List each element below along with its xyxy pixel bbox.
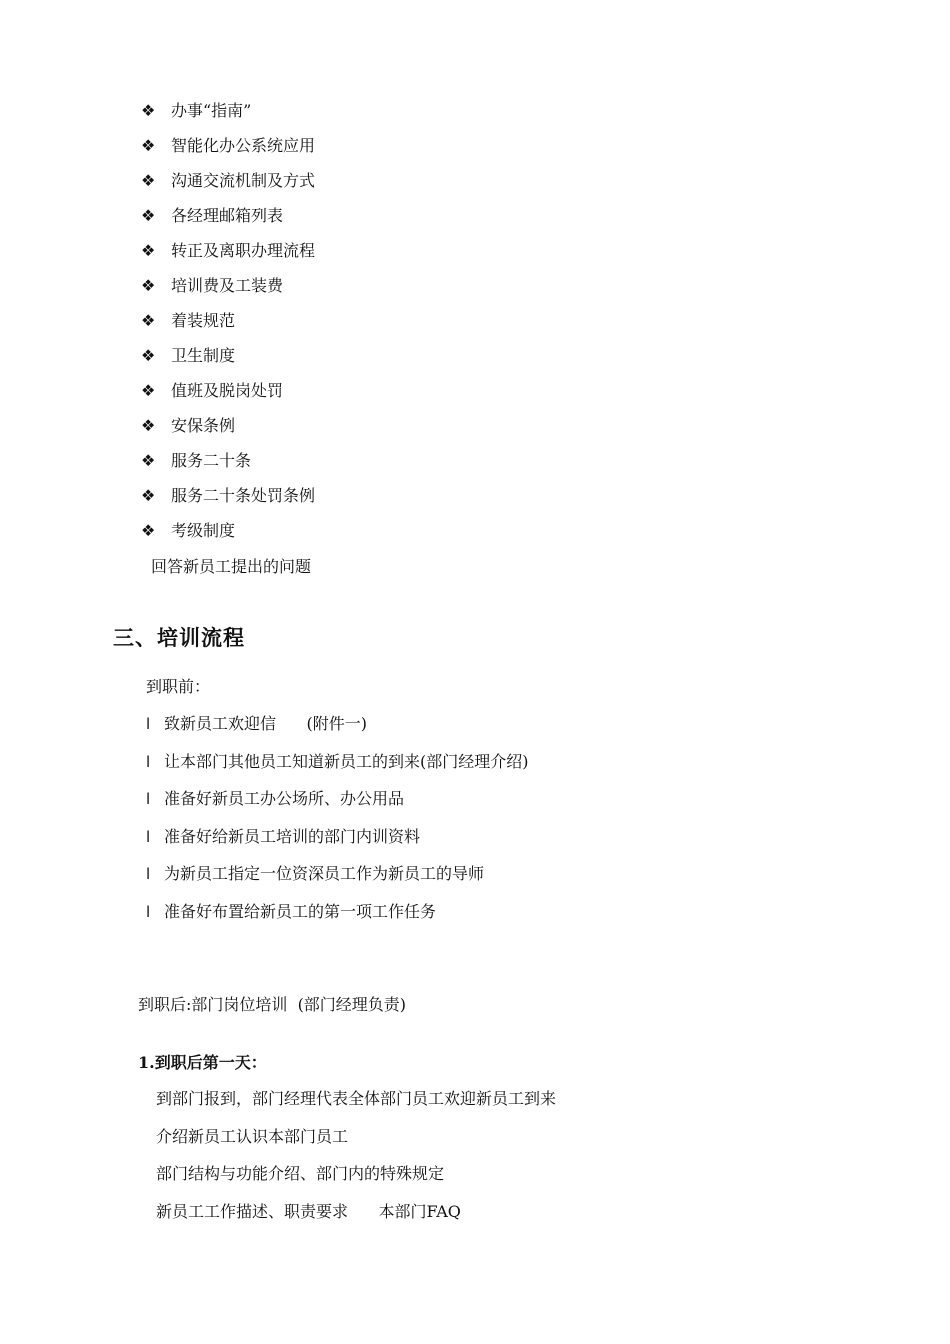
list-item [146, 786, 529, 824]
diamond-bullet-icon: ❖ [141, 521, 156, 540]
list-item [141, 482, 315, 517]
list-item-text: 致新员工欢迎信 (附件一) [164, 714, 368, 733]
diamond-bullet-icon: ❖ [141, 346, 156, 365]
list-item: 到部门报到，部门经理代表全体部门员工欢迎新员工到来 [156, 1089, 557, 1108]
list-item [141, 202, 315, 237]
list-item [141, 132, 315, 167]
diamond-bullet-icon: ❖ [141, 416, 156, 435]
diamond-bullet-icon: ❖ [141, 241, 156, 260]
step-marker: l [146, 865, 151, 883]
step-marker: l [146, 752, 151, 771]
diamond-bullet-icon: ❖ [141, 381, 156, 400]
list-item-text: 准备好布置给新员工的第一项工作任务 [164, 901, 437, 921]
step-marker: l [146, 827, 151, 846]
list-item [141, 237, 315, 272]
list-item-text: 服务二十条处罚条例 [171, 486, 316, 505]
list-item: 新员工工作描述、职责要求 本部门FAQ [156, 1201, 461, 1221]
list-item: 部门结构与功能介绍、部门内的特殊规定 [156, 1164, 445, 1183]
list-item-text: 智能化办公系统应用 [171, 136, 316, 155]
list-item [146, 861, 529, 899]
list-item-text: 着装规范 [171, 311, 236, 330]
list-item-text: 办事“指南” [171, 101, 252, 120]
list-item [141, 272, 315, 307]
list-item [141, 517, 315, 552]
guide-bullet-list [141, 97, 315, 552]
list-item-text: 安保条例 [171, 416, 236, 435]
after-arrival-label: 到职后:部门岗位培训 (部门经理负责) [138, 995, 407, 1014]
diamond-bullet-icon: ❖ [141, 451, 156, 470]
list-item-text: 准备好新员工办公场所、办公用品 [164, 789, 405, 808]
list-item-text: 准备好给新员工培训的部门内训资料 [164, 826, 421, 846]
answer-questions-line: 回答新员工提出的问题 [151, 557, 312, 576]
diamond-bullet-icon: ❖ [141, 486, 156, 505]
list-item: 介绍新员工认识本部门员工 [156, 1126, 349, 1146]
diamond-bullet-icon: ❖ [141, 101, 156, 120]
list-item [141, 167, 315, 202]
list-item [146, 749, 529, 787]
step-marker: l [146, 902, 151, 921]
list-item-text: 卫生制度 [171, 346, 236, 365]
diamond-bullet-icon: ❖ [141, 276, 156, 295]
day1-items [156, 1086, 556, 1236]
list-item [141, 447, 315, 482]
list-item-text: 培训费及工装费 [171, 276, 284, 295]
list-item [141, 412, 315, 447]
list-item-text: 服务二十条 [171, 451, 252, 470]
diamond-bullet-icon: ❖ [141, 206, 156, 225]
diamond-bullet-icon: ❖ [141, 136, 156, 155]
day1-heading: 1.到职后第一天： [138, 1053, 267, 1072]
list-item [146, 711, 529, 749]
list-item [141, 307, 315, 342]
before-arrival-steps [146, 711, 529, 936]
list-item [141, 342, 315, 377]
list-item-text: 值班及脱岗处罚 [171, 381, 284, 400]
before-arrival-label: 到职前： [146, 677, 211, 696]
list-item-text: 各经理邮箱列表 [171, 206, 284, 225]
diamond-bullet-icon: ❖ [141, 171, 156, 190]
list-item-text: 让本部门其他员工知道新员工的到来(部门经理介绍) [164, 751, 529, 771]
list-item-text: 考级制度 [171, 521, 236, 540]
step-marker: l [146, 790, 151, 808]
step-marker: l [146, 715, 151, 733]
list-item [146, 824, 529, 862]
list-item [146, 899, 529, 937]
list-item-text: 为新员工指定一位资深员工作为新员工的导师 [164, 864, 485, 883]
list-item [141, 377, 315, 412]
diamond-bullet-icon: ❖ [141, 311, 156, 330]
list-item [141, 97, 315, 132]
list-item-text: 沟通交流机制及方式 [171, 171, 316, 190]
list-item-text: 转正及离职办理流程 [171, 241, 316, 260]
section-title: 三、培训流程 [113, 626, 245, 650]
